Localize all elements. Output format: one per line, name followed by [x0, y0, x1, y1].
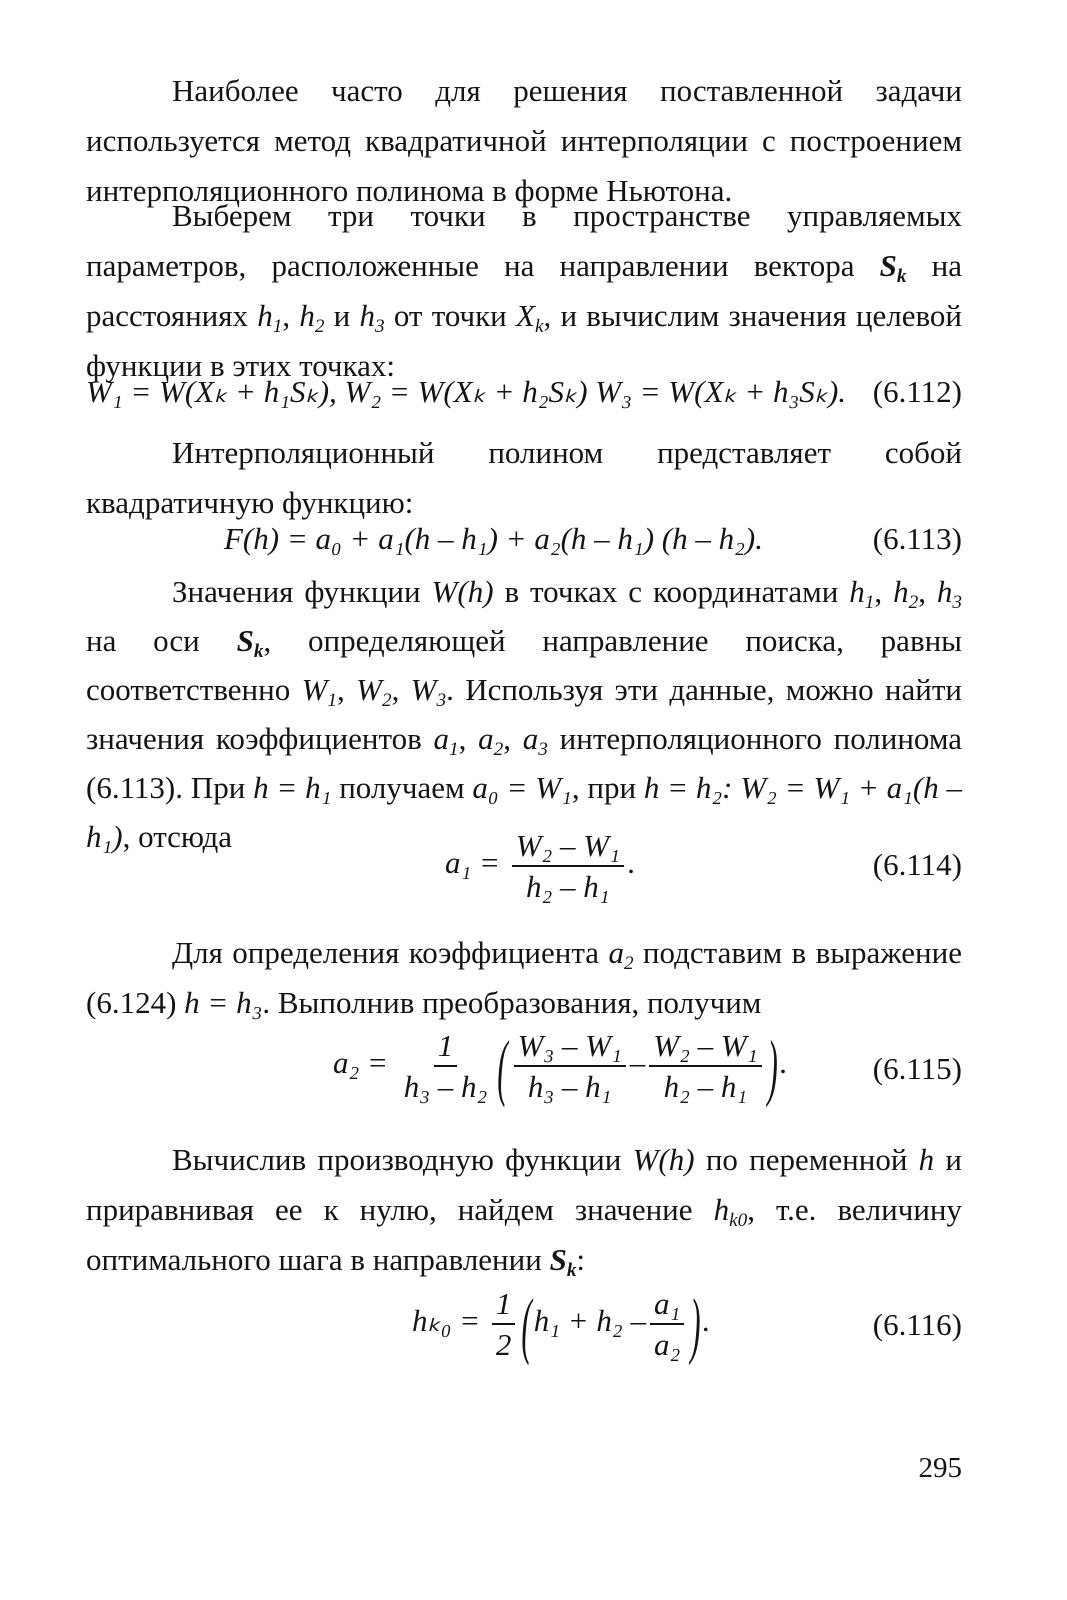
fraction: $\frac{\text{W₂ – W₁}}{\text{h₂ – h₁}}$	[512, 830, 624, 902]
paragraph-4: Значения функции W(h) в точках с координатами $h_1$, $h_2$, $h_3$ на оси $S_k$, определяющей направление поиска, равны соответственно $W_1$, $W_2$, $W_3$. Используя эти данные, можно найти значения коэффициентов $a_1$, $a_2$, $a_3$ интерполяционного полинома (6.113). При h = h₁ получаем a₀ = W₁, при h = h₂: W₂ = W₁ + a₁(h – h₁), отсюда	[86, 574, 963, 854]
paragraph-2: Выберем три точки в пространстве управляемых параметров, расположенные на направлении вектора $S_k$ на расстояниях $h_1$, $h_2$ и $h_3$ от точки $X_k$, и вычислим значения целевой функции в этих точках:	[86, 198, 963, 383]
xk-symbol: $X_k$	[516, 298, 544, 337]
vector-sk: $S_k$	[549, 1242, 577, 1281]
paragraph-4-text-a: Значения функции	[172, 574, 432, 609]
equation-number: (6.114)	[872, 847, 962, 882]
h3-symbol: $h_3$	[936, 574, 963, 613]
equation-6-112-body: W₁ = W(Xₖ + h₁Sₖ), W₂ = W(Xₖ + h₂Sₖ) W₃ = W(Xₖ + h₃Sₖ).	[86, 374, 847, 409]
paragraph-5-text-a: Для определения коэффициента	[172, 935, 609, 970]
paragraph-1-text: Наиболее часто для решения поставленной задачи используется метод квадратичной интерполяции с построением интерполяционного полинома в форме Ньютона.	[86, 73, 962, 208]
paragraph-6-text-b: по переменной	[694, 1142, 919, 1177]
w3-symbol: $W_3$	[410, 672, 447, 711]
paragraph-4-text-c: на оси	[86, 623, 237, 658]
wh-symbol: W(h)	[431, 574, 494, 609]
fraction: $\frac{\text{a₁}}{\text{a₂}}$	[650, 1288, 684, 1360]
a2-symbol: $a_2$	[478, 721, 504, 760]
h-equals-h3: h = h₃	[184, 985, 263, 1020]
paragraph-4-text-d: , определяющей направление поиска, равны соответственно	[86, 623, 962, 707]
equation-6-114-body: a₁ = $\frac{\text{W₂ – W₁}}{\text{h₂ – h₁}}$ .	[445, 828, 636, 904]
w1-symbol: $W_1$	[301, 672, 338, 711]
paragraph-6-text-a: Вычислив производную функции	[172, 1142, 633, 1177]
fraction: $\frac{1}{\text{h₃ – h₂}}$	[403, 1028, 488, 1104]
paragraph-4-text-h: , при	[571, 770, 644, 805]
h-symbol: h	[918, 1142, 935, 1177]
equation-6-114	[86, 840, 962, 890]
paragraph-6-text-d: , т.е. величину оптимального шага в направлении	[86, 1192, 963, 1277]
paragraph-6-text-e: :	[576, 1242, 586, 1277]
a2-symbol: $a_2$	[608, 935, 634, 974]
paragraph-4-text-e: . Используя эти данные, можно найти значения коэффициентов	[86, 672, 962, 756]
a3-symbol: $a_3$	[522, 721, 548, 760]
paragraph-6-text-c: и приравнивая ее к нулю, найдем значение	[86, 1142, 962, 1227]
equation-number: (6.116)	[872, 1307, 962, 1342]
equation-number: (6.112)	[872, 374, 962, 409]
equation-6-115	[86, 1044, 962, 1094]
paragraph-2-text-e: , и вычислим значения целевой функции в этих точках:	[86, 298, 963, 383]
h1-symbol: $h_1$	[849, 574, 875, 613]
equation-number: (6.113)	[872, 521, 962, 556]
a0-equals-w1: a₀ = W₁	[472, 770, 572, 805]
fraction: $\frac{\text{W₂ – W₁}}{\text{h₂ – h₁}}$	[649, 1030, 761, 1102]
paragraph-2-text-b: на расстояниях	[86, 248, 962, 333]
equation-6-116	[86, 1300, 962, 1350]
paragraph-5-text-c: . Выполнив преобразования, получим	[262, 985, 762, 1020]
paragraph-3	[86, 428, 962, 528]
equation-6-113	[86, 514, 962, 564]
h-equals-h2: h = h₂:	[643, 770, 733, 805]
page-number: 295	[918, 1452, 962, 1484]
h1-symbol: $h_1$	[257, 298, 283, 337]
paragraph-2-text-a: Выберем три точки в пространстве управляемых параметров, расположенные на направлении вектора	[86, 198, 962, 283]
paragraph-6	[86, 1135, 962, 1285]
paragraph-5	[86, 928, 962, 1028]
fraction: $\frac{\text{W₃ – W₁}}{\text{h₃ – h₁}}$	[514, 1030, 626, 1102]
equation-6-113-body: F(h) = a₀ + a₁(h – h₁) + a₂(h – h₁) (h – h₂).	[224, 521, 763, 556]
h3-symbol: $h_3$	[359, 298, 385, 337]
h-equals-h1: h = h₁	[253, 770, 332, 805]
paragraph-4-text-i: , отсюда	[122, 819, 233, 854]
w2-symbol: $W_2$	[356, 672, 392, 711]
w2-expression: W₂ = W₁ + a₁(h – h₁)	[86, 770, 963, 854]
paragraph-4-text-b: в точках с координатами	[493, 574, 850, 609]
equation-6-112	[86, 367, 962, 417]
vector-sk: $S_k$	[879, 248, 907, 287]
vector-sk: $S_k$	[236, 623, 264, 662]
paragraph-5-text-b: подставим в выражение (6.124)	[86, 935, 962, 1020]
equation-6-115-body: a₂ = $\frac{1}{\text{h₃ – h₂}}$ ( $\frac{\text{W₃ – W₁}}{\text{h₃ – h₁}}$ – $\frac{\text{W₂ – W₁}}{\text{h₂ – h₁}}$ ).	[333, 1024, 788, 1108]
paragraph-3-text: Интерполяционный полином представляет собой квадратичную функцию:	[86, 435, 962, 520]
hk0-symbol: $h_{k0}$	[713, 1192, 748, 1231]
a1-symbol: $a_1$	[433, 721, 459, 760]
paragraph-2-text-d: от точки	[384, 298, 516, 333]
fraction: $\frac{1}{2}$	[492, 1288, 516, 1360]
equation-6-116-body: hₖ₀ = $\frac{1}{2}$ (h₁ + h₂ – $\frac{\text{a₁}}{\text{a₂}}$ ).	[412, 1282, 711, 1366]
wh-symbol: W(h)	[632, 1142, 695, 1177]
paragraph-4-text-g: получаем	[331, 770, 473, 805]
equation-number: (6.115)	[872, 1051, 962, 1086]
h2-symbol: $h_2$	[893, 574, 919, 613]
paragraph-2-text-c: и	[324, 298, 360, 333]
paragraph-4-text-f: интерполяционного полинома (6.113). При	[86, 721, 963, 805]
h2-symbol: $h_2$	[299, 298, 325, 337]
